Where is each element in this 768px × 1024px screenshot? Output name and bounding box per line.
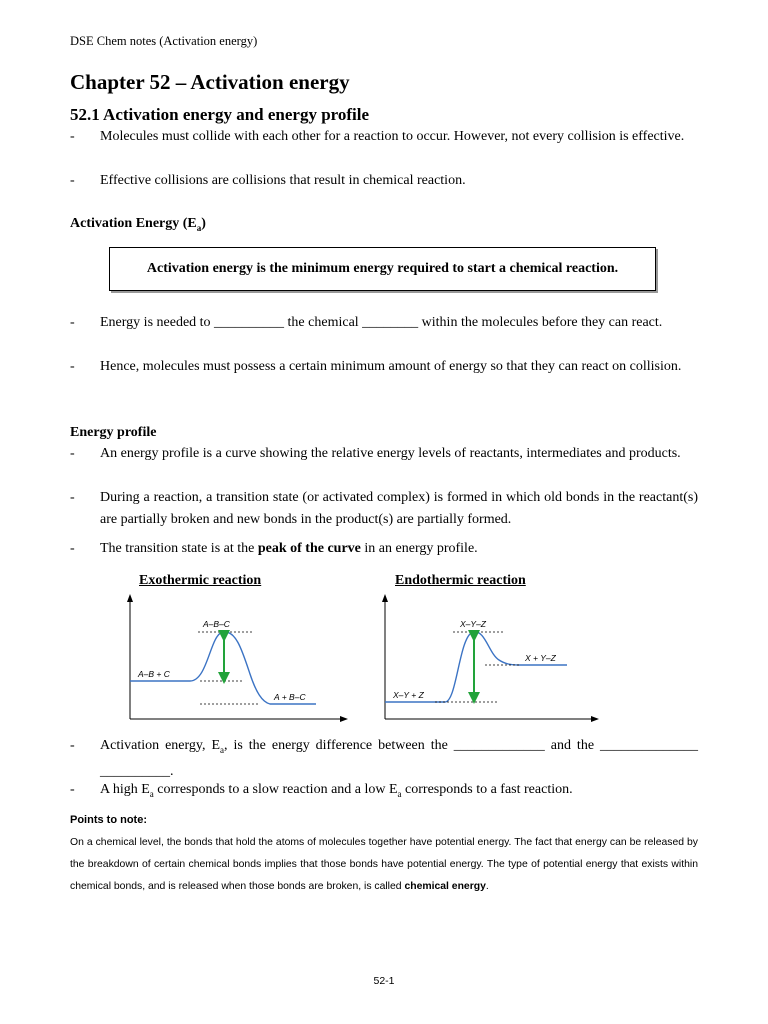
profile-bullet	[70, 443, 698, 465]
exo-energy-profile-chart	[120, 592, 360, 727]
definition-box	[109, 247, 656, 291]
bullet-text	[100, 538, 698, 560]
speed-p2: corresponds to a slow reaction and a low E	[153, 782, 398, 797]
peak-after: in an energy profile.	[360, 541, 478, 556]
products-label: X + Y‒Z	[525, 653, 556, 663]
speed-sub2: a	[397, 788, 402, 799]
ea-def-p2: , is the energy difference between the _____________ and the ______________ __________.	[100, 738, 698, 779]
notes-end: .	[485, 881, 489, 892]
profile-bullet	[70, 487, 698, 531]
page-number: 52-1	[373, 975, 395, 987]
y-axis-arrowhead	[127, 594, 133, 602]
reactants-label: A‒B + C	[138, 669, 170, 679]
notes-body-text: On a chemical level, the bonds that hold the atoms of molecules together have potential energy. The fact that energy can be released by the breakdown of certain chemical bonds implies that those bonds have potential energy. The type of potential energy that exists within chemical bonds, and is released when those bonds are broken, is called	[70, 837, 698, 892]
ea-heading-sub: a	[196, 222, 202, 233]
ea-bullet	[70, 312, 698, 334]
transition-state-label: A‒B‒C	[203, 619, 230, 629]
page-header: DSE Chem notes (Activation energy)	[70, 34, 258, 48]
intro-bullet	[70, 126, 698, 148]
bullet-dash: -	[70, 173, 75, 188]
products-label: A + B‒C	[274, 692, 306, 702]
ea-definition-bullet	[70, 735, 698, 783]
definition-text: Activation energy is the minimum energy required to start a chemical reaction.	[146, 261, 619, 276]
exo-chart-title: Exothermic reaction	[139, 573, 262, 588]
bullet-text: An energy profile is a curve showing the relative energy levels of reactants, intermediates and products.	[100, 446, 681, 461]
peak-bullet	[70, 538, 698, 560]
bullet-text	[100, 779, 698, 805]
x-axis-arrowhead	[591, 716, 599, 722]
bullet-text: Energy is needed to __________ the chemical ________ within the molecules before they can react.	[100, 315, 663, 330]
bullet-dash: -	[70, 315, 75, 330]
bullet-text: Hence, molecules must possess a certain minimum amount of energy so that they can react on collision.	[100, 359, 682, 374]
peak-bold: peak of the curve	[257, 541, 361, 556]
y-axis-arrowhead	[382, 594, 388, 602]
reactants-label: X‒Y + Z	[393, 690, 424, 700]
bullet-dash: -	[70, 490, 75, 505]
bullet-dash: -	[70, 541, 75, 556]
transition-state-label: X‒Y‒Z	[460, 619, 486, 629]
ea-heading-text: Activation Energy (E	[70, 216, 197, 231]
ea-bullet	[70, 356, 698, 378]
speed-p1: A high E	[100, 782, 150, 797]
bullet-dash: -	[70, 446, 75, 461]
bullet-dash: -	[70, 129, 75, 144]
bullet-text	[100, 735, 698, 783]
bullet-text: Molecules must collide with each other for a reaction to occur. However, not every collision is effective.	[100, 129, 685, 144]
profile-heading: Energy profile	[70, 425, 157, 440]
bullet-dash: -	[70, 359, 75, 374]
ea-def-p1: Activation energy, E	[100, 738, 221, 753]
speed-bullet	[70, 779, 698, 805]
speed-sub1: a	[149, 788, 154, 799]
speed-p3: corresponds to a fast reaction.	[401, 782, 573, 797]
notes-body	[70, 832, 698, 898]
bullet-text: During a reaction, a transition state (or activated complex) is formed in which old bonds in the reactant(s) are partially broken and new bonds in the product(s) are partially formed.	[100, 490, 698, 527]
peak-before: The transition state is at the	[100, 541, 258, 556]
intro-bullet	[70, 170, 698, 192]
ea-heading	[70, 216, 206, 233]
ea-heading-end: )	[201, 216, 206, 231]
endo-chart-title: Endothermic reaction	[395, 573, 526, 588]
bullet-dash: -	[70, 782, 75, 797]
ea-def-sub: a	[220, 744, 225, 755]
section-title: 52.1 Activation energy and energy profile	[70, 105, 370, 124]
endo-energy-profile-chart	[375, 592, 605, 727]
chapter-title: Chapter 52 – Activation energy	[70, 70, 350, 94]
bullet-text: Effective collisions are collisions that result in chemical reaction.	[100, 173, 466, 188]
bullet-dash: -	[70, 738, 75, 753]
notes-bold-term: chemical energy	[404, 881, 486, 892]
x-axis-arrowhead	[340, 716, 348, 722]
notes-title: Points to note:	[70, 814, 147, 826]
